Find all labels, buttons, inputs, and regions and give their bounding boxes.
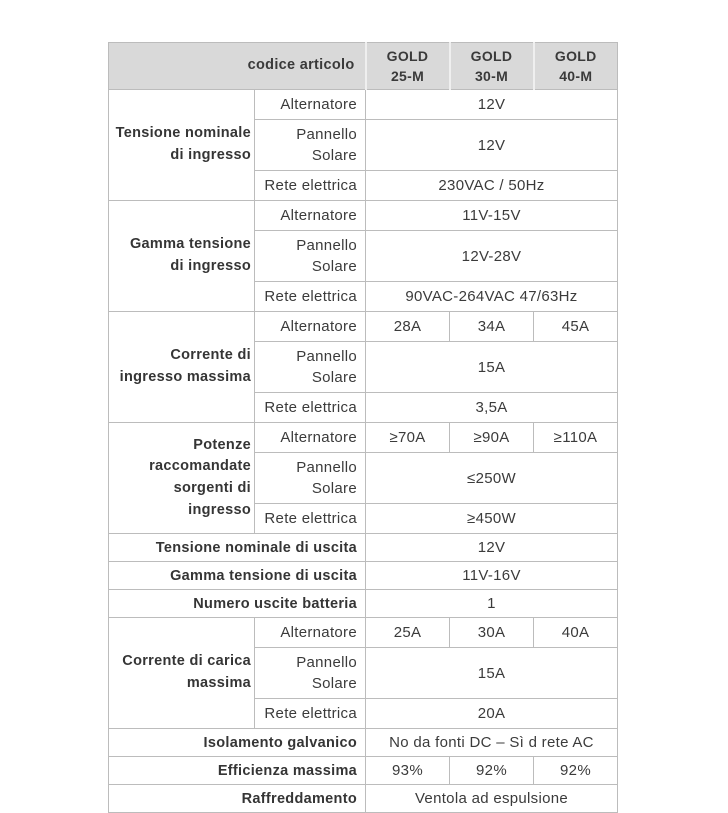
spec-table-container bbox=[108, 42, 618, 813]
table-row bbox=[109, 312, 618, 342]
value-cell: Ventola ad espulsione bbox=[366, 785, 618, 813]
group-label-gamma-tensione-ingresso: Gamma tensione di ingresso bbox=[109, 201, 255, 312]
value-cell: 11V-15V bbox=[366, 201, 618, 231]
value-cell: 230VAC / 50Hz bbox=[366, 171, 618, 201]
value-cell: 92% bbox=[534, 757, 618, 785]
sub-label-cell: Alternatore bbox=[255, 423, 366, 453]
model-name-line: GOLD bbox=[554, 47, 597, 64]
model-name-line: 25-M bbox=[390, 68, 425, 84]
value-cell: ≥450W bbox=[366, 504, 618, 534]
value-cell: 25A bbox=[366, 618, 450, 648]
value-cell: ≥110A bbox=[534, 423, 618, 453]
sub-label-cell: Alternatore bbox=[255, 312, 366, 342]
table-row bbox=[109, 562, 618, 590]
group-label-tensione-nominale-ingresso: Tensione nominale di ingresso bbox=[109, 90, 255, 201]
value-cell: 12V bbox=[366, 90, 618, 120]
table-row bbox=[109, 757, 618, 785]
sub-label-cell: Rete elettrica bbox=[255, 393, 366, 423]
value-cell: 15A bbox=[366, 342, 618, 393]
group-label-corrente-ingresso-massima: Corrente di ingresso massima bbox=[109, 312, 255, 423]
table-row bbox=[109, 423, 618, 453]
sub-label-cell: Pannello Solare bbox=[255, 120, 366, 171]
value-cell: 20A bbox=[366, 699, 618, 729]
table-row bbox=[109, 785, 618, 813]
header-codice-articolo: codice articolo bbox=[109, 43, 366, 90]
spec-label-raffreddamento: Raffreddamento bbox=[109, 785, 366, 813]
value-cell: 30A bbox=[450, 618, 534, 648]
model-name-line: 40-M bbox=[559, 68, 593, 84]
model-name-line: GOLD bbox=[470, 47, 513, 64]
sub-label-cell: Rete elettrica bbox=[255, 282, 366, 312]
value-cell: ≥70A bbox=[366, 423, 450, 453]
sub-label-cell: Pannello Solare bbox=[255, 231, 366, 282]
value-cell: 3,5A bbox=[366, 393, 618, 423]
header-model-gold-40m bbox=[534, 43, 618, 90]
sub-label-cell: Pannello Solare bbox=[255, 648, 366, 699]
sub-label-cell: Rete elettrica bbox=[255, 504, 366, 534]
header-model-gold-25m bbox=[366, 43, 450, 90]
value-cell: 12V-28V bbox=[366, 231, 618, 282]
value-cell: 12V bbox=[366, 120, 618, 171]
table-row bbox=[109, 534, 618, 562]
sub-label-cell: Alternatore bbox=[255, 201, 366, 231]
sub-label-cell: Rete elettrica bbox=[255, 699, 366, 729]
table-header-row bbox=[109, 43, 618, 90]
sub-label-cell: Rete elettrica bbox=[255, 171, 366, 201]
value-cell: 93% bbox=[366, 757, 450, 785]
model-name-line: 30-M bbox=[474, 68, 509, 84]
value-cell: 90VAC-264VAC 47/63Hz bbox=[366, 282, 618, 312]
sub-label-cell: Pannello Solare bbox=[255, 342, 366, 393]
table-row bbox=[109, 590, 618, 618]
spec-label-gamma-tensione-uscita: Gamma tensione di uscita bbox=[109, 562, 366, 590]
spec-label-efficienza-massima: Efficienza massima bbox=[109, 757, 366, 785]
value-cell: 45A bbox=[534, 312, 618, 342]
value-cell: 34A bbox=[450, 312, 534, 342]
value-cell: 15A bbox=[366, 648, 618, 699]
group-label-potenze-raccomandate: Potenze raccomandate sorgenti di ingresso bbox=[109, 423, 255, 534]
value-cell: ≤250W bbox=[366, 453, 618, 504]
table-row bbox=[109, 201, 618, 231]
sub-label-cell: Pannello Solare bbox=[255, 453, 366, 504]
group-label-corrente-carica-massima: Corrente di carica massima bbox=[109, 618, 255, 729]
sub-label-cell: Alternatore bbox=[255, 618, 366, 648]
value-cell: 12V bbox=[366, 534, 618, 562]
spec-label-numero-uscite-batteria: Numero uscite batteria bbox=[109, 590, 366, 618]
value-cell: 1 bbox=[366, 590, 618, 618]
value-cell: No da fonti DC – Sì d rete AC bbox=[366, 729, 618, 757]
table-row bbox=[109, 729, 618, 757]
sub-label-cell: Alternatore bbox=[255, 90, 366, 120]
value-cell: 40A bbox=[534, 618, 618, 648]
table-row bbox=[109, 618, 618, 648]
value-cell: ≥90A bbox=[450, 423, 534, 453]
spec-label-isolamento-galvanico: Isolamento galvanico bbox=[109, 729, 366, 757]
value-cell: 28A bbox=[366, 312, 450, 342]
spec-label-tensione-nominale-uscita: Tensione nominale di uscita bbox=[109, 534, 366, 562]
table-row bbox=[109, 90, 618, 120]
value-cell: 11V-16V bbox=[366, 562, 618, 590]
model-name-line: GOLD bbox=[386, 47, 429, 64]
spec-table bbox=[108, 42, 618, 813]
value-cell: 92% bbox=[450, 757, 534, 785]
header-model-gold-30m bbox=[450, 43, 534, 90]
